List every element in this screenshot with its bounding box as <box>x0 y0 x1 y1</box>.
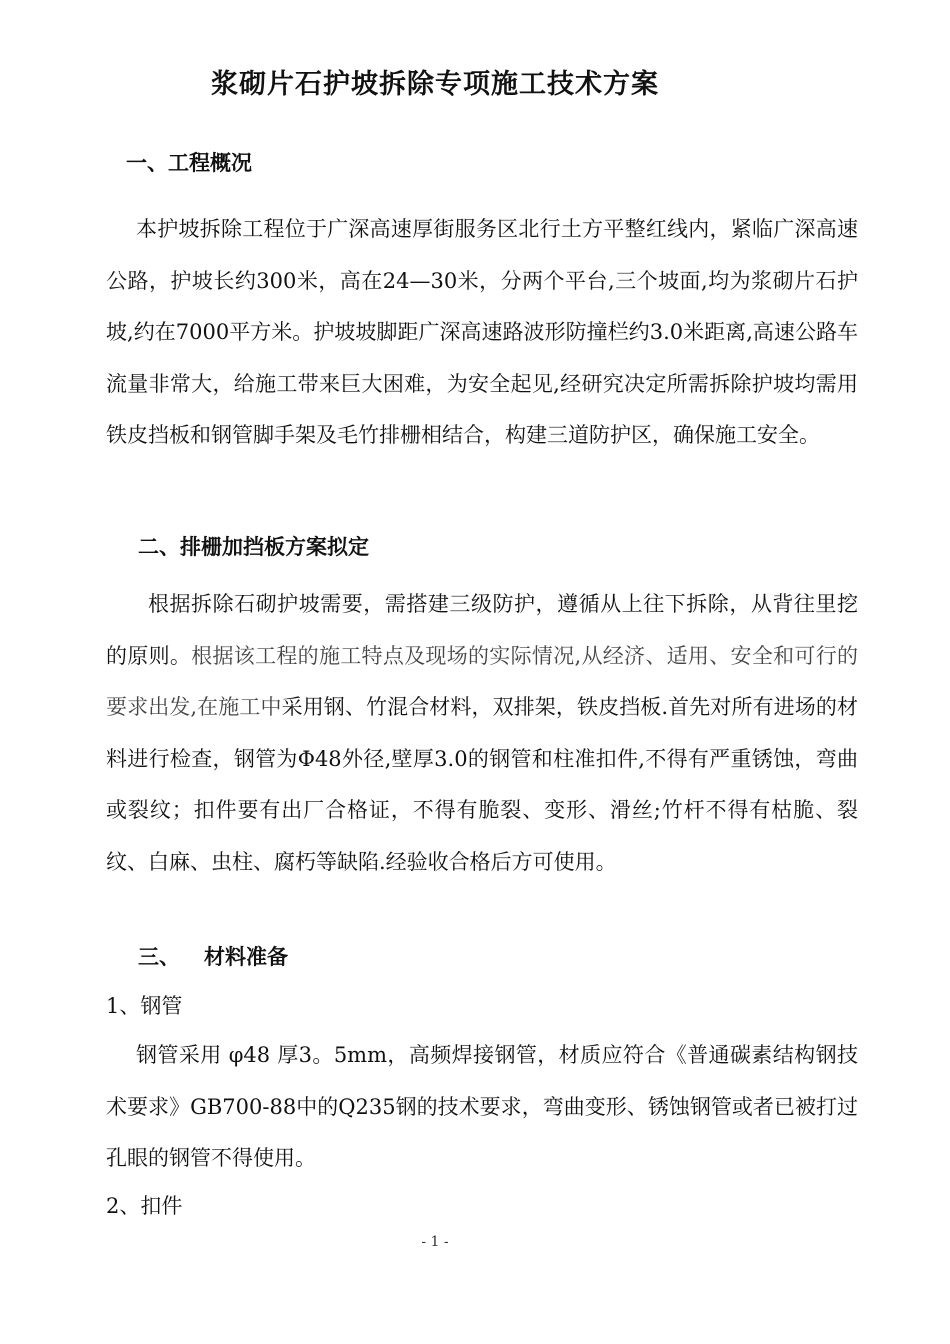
section-3-heading-text: 材料准备 <box>204 945 288 969</box>
item-1-label: 1、钢管 <box>106 994 183 1018</box>
section-2-text-c: 采用钢、竹混合材料，双排架，铁皮挡板.首先对所有进场的材料进行检查，钢管为Φ48外径,壁厚3.0的钢管和柱准扣件,不得有严重锈蚀，弯曲或裂纹；扣件要有出厂合格证，不得有脆裂、变形、滑丝;竹杆不得有枯脆、裂纹、白麻、虫柱、腐朽等缺陷.经验收合格后方可使用。 <box>106 695 858 874</box>
section-1-heading: 一、工程概况 <box>126 151 252 175</box>
section-3-heading-number: 三、 <box>138 945 180 969</box>
item-2-label: 2、扣件 <box>106 1194 183 1218</box>
item-1-paragraph: 钢管采用 φ48 厚3。5mm，高频焊接钢管，材质应符合《普通碳素结构钢技术要求》GB700-88中的Q235钢的技术要求，弯曲变形、锈蚀钢管或者已被打过孔眼的钢管不得使用。 <box>106 1043 858 1170</box>
document-title: 浆砌片石护坡拆除专项施工技术方案 <box>211 69 659 100</box>
section-2-text-a: 根据拆除石砌护坡需要，需搭建三级防护，遵循从上往下拆除，从背往里挖的原则。 <box>106 592 858 668</box>
section-2-heading: 二、排栅加挡板方案拟定 <box>138 535 369 559</box>
page-number: - 1 - <box>421 1234 449 1250</box>
section-1-paragraph: 本护坡拆除工程位于广深高速厚街服务区北行土方平整红线内，紧临广深高速公路，护坡长约300米，高在24—30米，分两个平台,三个坡面,均为浆砌片石护坡,约在7000平方米。护坡坡脚距广深高速路波形防撞栏约3.0米距离,高速公路车流量非常大，给施工带来巨大困难，为安全起见,经研究决定所需拆除护坡均需用铁皮挡板和钢管脚手架及毛竹排栅相结合，构建三道防护区，确保施工安全。 <box>106 217 858 447</box>
section-2-paragraph <box>106 579 858 888</box>
section-2-text-b: 根据该工程的施工特点及现场的实际情况,从经济、适用、安全和可行的要求出发,在施工中 <box>106 643 858 719</box>
